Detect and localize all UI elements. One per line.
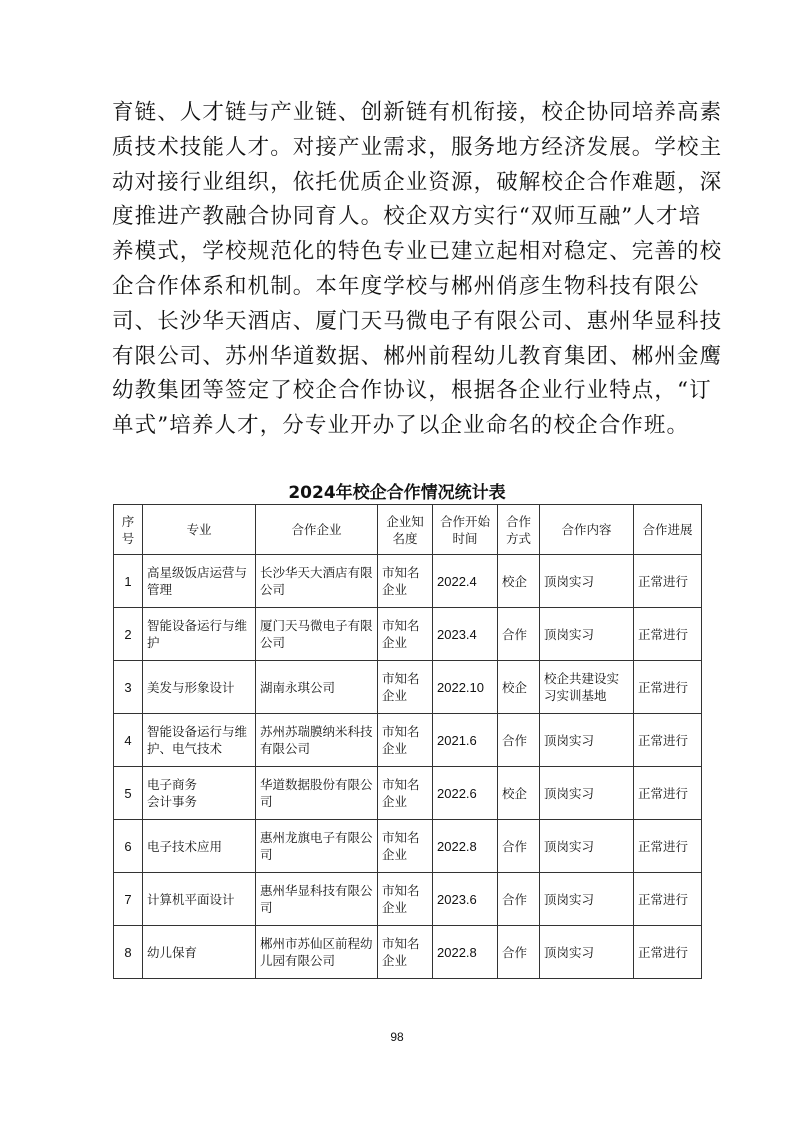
cell-mode: 校企	[498, 767, 540, 820]
cell-content: 顶岗实习	[540, 714, 634, 767]
cell-content: 顶岗实习	[540, 767, 634, 820]
paragraph-line: 度推进产教融合协同育人。校企双方实行“双师互融”人才培	[112, 204, 702, 230]
cell-start-time: 2022.10	[433, 661, 498, 714]
cell-company: 苏州苏瑞膜纳米科技有限公司	[256, 714, 378, 767]
cell-company: 华道数据股份有限公司	[256, 767, 378, 820]
table-row	[114, 820, 702, 873]
cell-start-time: 2022.4	[433, 555, 498, 608]
cell-reputation: 市知名企业	[378, 555, 433, 608]
cell-major: 电子商务 会计事务	[143, 767, 256, 820]
cell-index: 3	[114, 661, 143, 714]
table-title: 2024年校企合作情况统计表	[288, 483, 506, 503]
cooperation-table	[113, 504, 702, 979]
body-paragraph	[112, 96, 723, 444]
cell-major: 幼儿保育	[143, 926, 256, 979]
cell-mode: 合作	[498, 714, 540, 767]
cell-progress: 正常进行	[634, 926, 702, 979]
cell-progress: 正常进行	[634, 767, 702, 820]
cell-mode: 合作	[498, 820, 540, 873]
cell-mode: 合作	[498, 873, 540, 926]
table-header-row	[114, 505, 702, 555]
header-index: 序号	[114, 505, 143, 555]
cell-index: 5	[114, 767, 143, 820]
paragraph-line: 养模式，学校规范化的特色专业已建立起相对稳定、完善的校	[112, 239, 723, 265]
table-row	[114, 767, 702, 820]
paragraph-line: 幼教集团等签定了校企合作协议，根据各企业行业特点，“订	[112, 378, 712, 404]
cell-index: 7	[114, 873, 143, 926]
table-row	[114, 555, 702, 608]
cell-company: 湖南永琪公司	[256, 661, 378, 714]
cell-major: 美发与形象设计	[143, 661, 256, 714]
cell-company: 惠州华显科技有限公司	[256, 873, 378, 926]
paragraph-line: 企合作体系和机制。本年度学校与郴州俏彦生物科技有限公	[112, 273, 700, 299]
cell-start-time: 2022.8	[433, 820, 498, 873]
cell-progress: 正常进行	[634, 873, 702, 926]
cell-company: 长沙华天大酒店有限公司	[256, 555, 378, 608]
cell-index: 6	[114, 820, 143, 873]
cell-mode: 校企	[498, 555, 540, 608]
header-reputation: 企业知名度	[378, 505, 433, 555]
header-mode: 合作方式	[498, 505, 540, 555]
cell-reputation: 市知名企业	[378, 661, 433, 714]
cell-start-time: 2022.8	[433, 926, 498, 979]
cell-content: 顶岗实习	[540, 555, 634, 608]
cell-progress: 正常进行	[634, 820, 702, 873]
cell-major: 高星级饭店运营与管理	[143, 555, 256, 608]
cell-reputation: 市知名企业	[378, 873, 433, 926]
header-company: 合作企业	[256, 505, 378, 555]
cell-reputation: 市知名企业	[378, 608, 433, 661]
cell-mode: 校企	[498, 661, 540, 714]
table-row	[114, 714, 702, 767]
cell-progress: 正常进行	[634, 608, 702, 661]
cell-content: 顶岗实习	[540, 926, 634, 979]
cell-company: 惠州龙旗电子有限公司	[256, 820, 378, 873]
cell-reputation: 市知名企业	[378, 714, 433, 767]
cell-index: 8	[114, 926, 143, 979]
paragraph-line: 动对接行业组织，依托优质企业资源，破解校企合作难题，深	[112, 169, 723, 195]
cell-index: 1	[114, 555, 143, 608]
paragraph-line: 有限公司、苏州华道数据、郴州前程幼儿教育集团、郴州金鹰	[112, 343, 723, 369]
page-number: 98	[390, 1030, 404, 1044]
paragraph-line: 单式”培养人才，分专业开办了以企业命名的校企合作班。	[112, 413, 690, 439]
paragraph-line: 司、长沙华天酒店、厦门天马微电子有限公司、惠州华显科技	[112, 308, 723, 334]
cell-progress: 正常进行	[634, 714, 702, 767]
paragraph-line: 质技术技能人才。对接产业需求，服务地方经济发展。学校主	[112, 134, 723, 160]
table-row	[114, 608, 702, 661]
header-major: 专业	[143, 505, 256, 555]
cell-index: 2	[114, 608, 143, 661]
cell-start-time: 2023.4	[433, 608, 498, 661]
table-row	[114, 873, 702, 926]
cell-content: 顶岗实习	[540, 873, 634, 926]
cell-content: 校企共建设实习实训基地	[540, 661, 634, 714]
cell-major: 计算机平面设计	[143, 873, 256, 926]
cell-mode: 合作	[498, 608, 540, 661]
cell-start-time: 2021.6	[433, 714, 498, 767]
cell-reputation: 市知名企业	[378, 820, 433, 873]
cell-mode: 合作	[498, 926, 540, 979]
header-content: 合作内容	[540, 505, 634, 555]
cell-progress: 正常进行	[634, 555, 702, 608]
cell-company: 郴州市苏仙区前程幼儿园有限公司	[256, 926, 378, 979]
cell-progress: 正常进行	[634, 661, 702, 714]
table-row	[114, 926, 702, 979]
cell-company: 厦门天马微电子有限公司	[256, 608, 378, 661]
cell-reputation: 市知名企业	[378, 767, 433, 820]
cell-major: 智能设备运行与维护、电气技术	[143, 714, 256, 767]
cell-index: 4	[114, 714, 143, 767]
table-body	[114, 555, 702, 979]
cell-major: 电子技术应用	[143, 820, 256, 873]
cell-content: 顶岗实习	[540, 608, 634, 661]
paragraph-line: 育链、人才链与产业链、创新链有机衔接，校企协同培养高素	[112, 100, 723, 125]
cell-start-time: 2022.6	[433, 767, 498, 820]
cell-content: 顶岗实习	[540, 820, 634, 873]
table-row	[114, 661, 702, 714]
header-progress: 合作进展	[634, 505, 702, 555]
cell-major: 智能设备运行与维护	[143, 608, 256, 661]
cell-reputation: 市知名企业	[378, 926, 433, 979]
header-start-time: 合作开始时间	[433, 505, 498, 555]
cell-start-time: 2023.6	[433, 873, 498, 926]
